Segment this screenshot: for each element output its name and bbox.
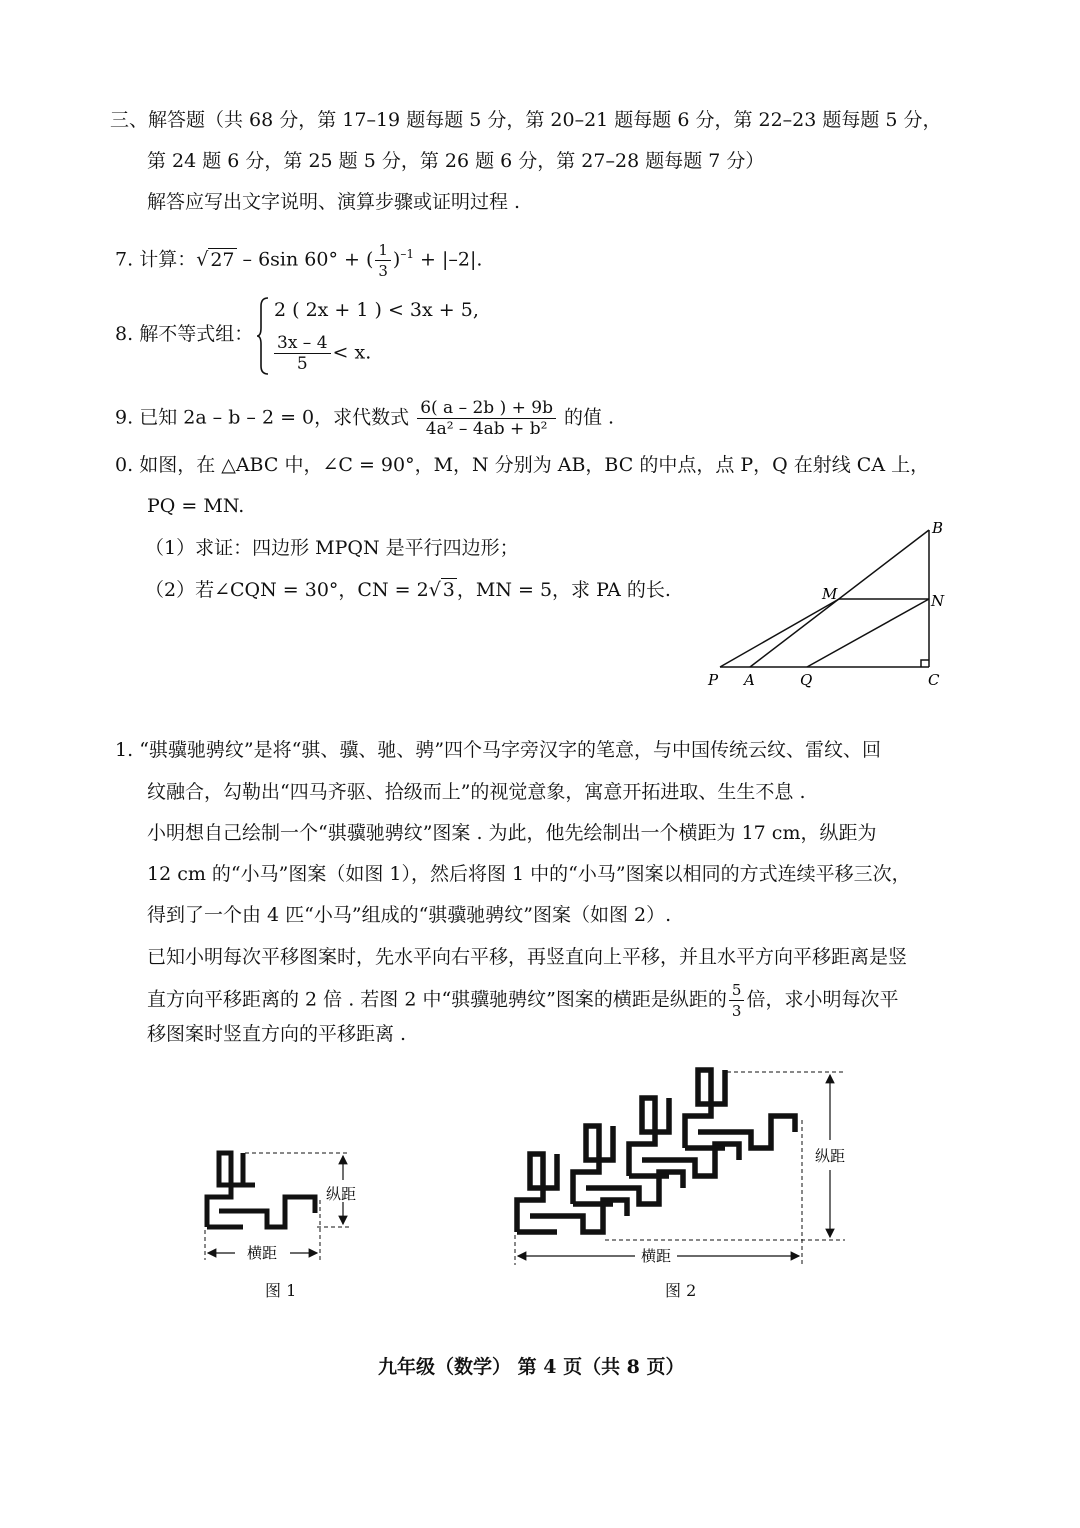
question-7: 7. 计算：√ 27 – 6sin 60° + ( $\frac{1}{3}$ )$^{-1}$ + |–2|. bbox=[115, 241, 483, 280]
brace-icon bbox=[256, 296, 270, 376]
q11-line4: 12 cm 的“小马”图案（如图 1），然后将图 1 中的“小马”图案以相同的方式连续平移三次， bbox=[147, 863, 911, 885]
q11-line8: 移图案时竖直方向的平移距离 . bbox=[147, 1023, 407, 1045]
q11-line7: 直方向平移距离的 2 倍 . 若图 2 中“骐骥驰骋纹”图案的横距是纵距的 $\frac{5}{3}$ 倍，求小明每次平 bbox=[147, 981, 899, 1020]
q7-tail: + |–2|. bbox=[420, 248, 483, 271]
q7-prefix: 计算： bbox=[139, 248, 197, 271]
label-M: M bbox=[822, 585, 838, 603]
section-instruction: 解答应写出文字说明、演算步骤或证明过程 . bbox=[147, 191, 521, 213]
section-heading: 三、解答题（共 68 分，第 17–19 题每题 5 分，第 20–21 题每题 6 分，第 22–23 题每题 5 分， bbox=[110, 109, 942, 131]
q8-prefix: 解不等式组： bbox=[139, 323, 254, 345]
q8-frac-den: 5 bbox=[296, 354, 308, 374]
label-A: A bbox=[744, 671, 755, 689]
q10-part2: （2）若∠CQN = 30°，CN = 2√ 3 ，MN = 5，求 PA 的长. bbox=[145, 579, 671, 601]
section-heading-cont: 第 24 题 6 分，第 25 题 5 分，第 26 题 6 分，第 27–28 题每题 7 分） bbox=[147, 150, 765, 172]
q10-line1: 如图，在 △ABC 中，∠C = 90°，M，N 分别为 AB，BC 的中点，点 P，Q 在射线 CA 上， bbox=[139, 454, 930, 476]
q11-line2: 纹融合，勾勒出“四马齐驱、拾级而上”的视觉意象，寓意开拓进取、生生不息 . bbox=[147, 781, 806, 803]
q9-tail: 的值 . bbox=[564, 406, 615, 429]
label-N: N bbox=[931, 592, 945, 610]
fig1-caption: 图 1 bbox=[265, 1281, 297, 1300]
q8-inequality-2 bbox=[272, 333, 371, 374]
q7-middle: – 6sin 60° + ( bbox=[242, 248, 374, 271]
q7-number: 7. bbox=[115, 248, 134, 271]
fig2-horizontal-label: 横距 bbox=[641, 1247, 672, 1265]
horse-pattern-icon bbox=[207, 1153, 315, 1227]
q9-frac-num: 6( a – 2b ) + 9b bbox=[417, 398, 556, 419]
fig2-caption: 图 2 bbox=[665, 1281, 697, 1300]
label-B: B bbox=[932, 519, 944, 537]
q9-frac-den: 4a² – 4ab + b² bbox=[425, 419, 548, 439]
horse-pattern-icon bbox=[517, 1070, 795, 1232]
triangle-figure bbox=[700, 515, 960, 695]
q11-frac-num: 5 bbox=[729, 980, 745, 1001]
label-P: P bbox=[708, 671, 719, 689]
figure-1 bbox=[195, 1140, 375, 1270]
fig1-vertical-label: 纵距 bbox=[326, 1185, 357, 1203]
q11-line3: 小明想自己绘制一个“骐骥驰骋纹”图案 . 为此，他先绘制出一个横距为 17 cm，纵距为 bbox=[147, 822, 877, 844]
q9-prefix: 已知 2a – b – 2 = 0，求代数式 bbox=[139, 406, 410, 429]
q10-root: 3 bbox=[442, 579, 455, 601]
q8-inequality-1: 2 ( 2x + 1 ) < 3x + 5, bbox=[274, 299, 479, 321]
q10-number: 0. bbox=[115, 454, 134, 476]
q11-frac-den: 3 bbox=[731, 1002, 742, 1020]
q7-frac-den: 3 bbox=[378, 262, 388, 280]
figure-2 bbox=[505, 1060, 875, 1275]
fig1-horizontal-label: 横距 bbox=[247, 1244, 278, 1262]
q7-radicand: 27 bbox=[210, 248, 235, 271]
q7-frac-num: 1 bbox=[375, 240, 391, 261]
q10-part1: （1）求证：四边形 MPQN 是平行四边形； bbox=[145, 537, 519, 559]
label-Q: Q bbox=[800, 671, 813, 689]
question-11 bbox=[115, 738, 881, 762]
q8-label bbox=[115, 322, 253, 346]
q10-line2: PQ = MN. bbox=[147, 495, 245, 517]
label-C: C bbox=[928, 671, 940, 689]
q11-line1: “骐骥驰骋纹”是将“骐、骥、驰、骋”四个马字旁汉字的笔意，与中国传统云纹、雷纹、回 bbox=[139, 739, 882, 761]
question-9 bbox=[115, 398, 614, 439]
q8-number: 8. bbox=[115, 323, 134, 345]
q8-frac-num: 3x – 4 bbox=[274, 333, 331, 354]
q9-number: 9. bbox=[115, 406, 134, 429]
q11-line6: 已知小明每次平移图案时，先水平向右平移，再竖直向上平移，并且水平方向平移距离是竖 bbox=[147, 946, 908, 968]
q7-exponent: –1 bbox=[400, 247, 414, 262]
q11-line5: 得到了一个由 4 匹“小马”组成的“骐骥驰骋纹”图案（如图 2）. bbox=[147, 904, 672, 926]
question-10 bbox=[115, 453, 929, 477]
fig2-vertical-label: 纵距 bbox=[815, 1147, 846, 1165]
q8-tail: < x. bbox=[332, 341, 372, 364]
page-footer: 九年级（数学） 第 4 页（共 8 页） bbox=[378, 1356, 685, 1378]
q11-number: 1. bbox=[115, 739, 134, 761]
